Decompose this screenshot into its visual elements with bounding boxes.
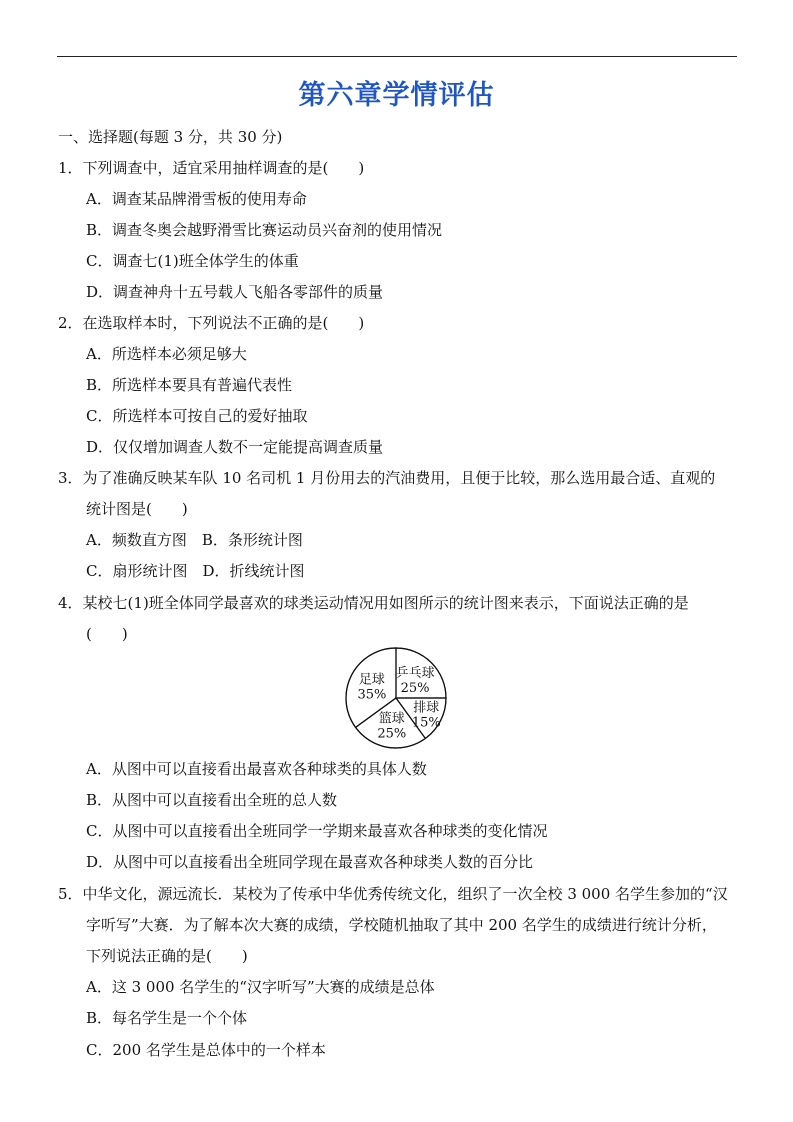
section-heading: 一、选择题(每题 3 分，共 30 分)	[58, 128, 283, 146]
question-4-stem: 4．某校七(1)班全体同学最喜欢的球类运动情况用如图所示的统计图来表示，下面说法正确的是	[58, 594, 689, 612]
header-rule	[57, 56, 737, 57]
q4-option-a: A．从图中可以直接看出最喜欢各种球类的具体人数	[86, 760, 427, 778]
q4-option-c: C．从图中可以直接看出全班同学一学期来最喜欢各种球类的变化情况	[86, 822, 548, 840]
pie-label-pingpong: 乒乓球	[395, 665, 435, 681]
page-title: 第六章学情评估	[298, 80, 495, 111]
q1-option-b: B．调查冬奥会越野滑雪比赛运动员兴奋剂的使用情况	[86, 221, 443, 239]
q5-option-a: A．这 3 000 名学生的“汉字听写”大赛的成绩是总体	[86, 978, 435, 996]
pie-value-football: 35%	[357, 687, 387, 703]
question-1-stem: 1．下列调查中，适宜采用抽样调查的是( )	[58, 159, 365, 177]
question-5-stem-cont: 字听写”大赛．为了解本次大赛的成绩，学校随机抽取了其中 200 名学生的成绩进行统计分析，	[86, 916, 717, 934]
q1-option-c: C．调查七(1)班全体学生的体重	[86, 252, 299, 270]
pie-label-basketball: 篮球	[378, 711, 405, 727]
q5-option-b: B．每名学生是一个个体	[86, 1009, 248, 1027]
q5-option-c: C．200 名学生是总体中的一个样本	[86, 1041, 326, 1059]
q4-option-d: D．从图中可以直接看出全班同学现在最喜欢各种球类人数的百分比	[86, 853, 534, 871]
q2-option-b: B．所选样本要具有普遍代表性	[86, 376, 293, 394]
q1-option-d: D．调查神舟十五号载人飞船各零部件的质量	[86, 283, 384, 301]
question-3-stem: 3．为了准确反映某车队 10 名司机 1 月份用去的汽油费用，且便于比较，那么选用最合适、直观的	[58, 469, 716, 487]
q3-option-cd: C．扇形统计图 D．折线统计图	[86, 562, 305, 580]
ball-preference-pie-chart	[344, 646, 448, 750]
question-3-stem-cont: 统计图是( )	[86, 500, 188, 518]
question-4-stem-cont: ( )	[86, 625, 128, 643]
pie-value-volleyball: 15%	[411, 715, 441, 731]
question-5-stem-cont2: 下列说法正确的是( )	[86, 947, 248, 965]
q3-option-ab: A．频数直方图 B．条形统计图	[86, 531, 303, 549]
pie-value-pingpong: 25%	[400, 680, 430, 696]
pie-label-football: 足球	[358, 672, 385, 688]
q2-option-a: A．所选样本必须足够大	[86, 345, 247, 363]
pie-value-basketball: 25%	[377, 726, 407, 742]
pie-label-volleyball: 排球	[413, 700, 440, 716]
q2-option-c: C．所选样本可按自己的爱好抽取	[86, 407, 308, 425]
q1-option-a: A．调查某品牌滑雪板的使用寿命	[86, 190, 307, 208]
question-5-stem: 5．中华文化，源远流长．某校为了传承中华优秀传统文化，组织了一次全校 3 000 名学生参加的“汉	[58, 885, 728, 903]
q4-option-b: B．从图中可以直接看出全班的总人数	[86, 791, 338, 809]
q2-option-d: D．仅仅增加调查人数不一定能提高调查质量	[86, 438, 384, 456]
question-2-stem: 2．在选取样本时，下列说法不正确的是( )	[58, 314, 365, 332]
